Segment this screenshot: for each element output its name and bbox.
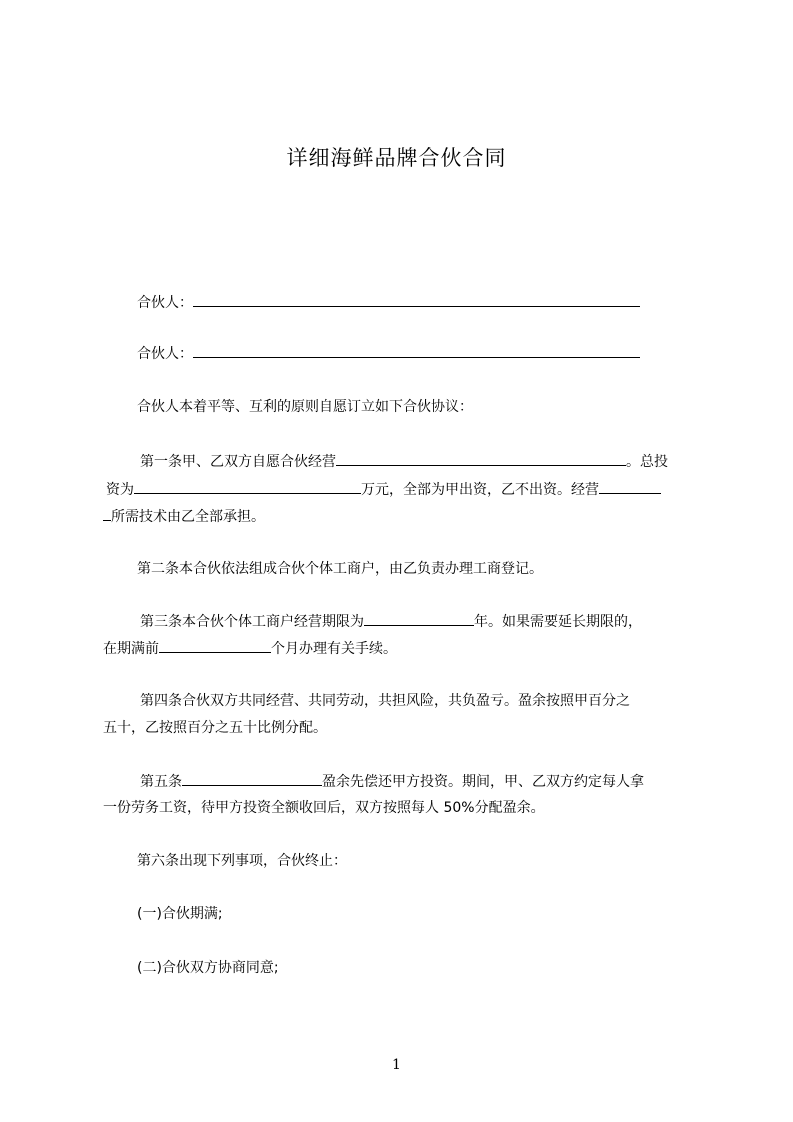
article-5-line-1 [140,772,644,791]
article-5-text-a: 第五条 [140,774,182,790]
article-3-line-1 [140,612,642,631]
article-3-line-2 [103,639,397,658]
article-5-blank [182,772,322,786]
document-title: 详细海鲜品牌合伙合同 [286,146,507,170]
article-3-text-a: 第三条本合伙个体工商户经营期限为 [140,614,364,630]
page-number: 1 [392,1057,401,1073]
article-5-text-b: 盈余先偿还甲方投资。期间，甲、乙双方约定每人拿 [322,774,644,790]
article-1-operation-blank-a [599,480,661,494]
article-1-text-e: 所需技术由乙全部承担。 [111,509,265,525]
partner-1-line [137,293,640,312]
article-1-line-1 [140,452,668,471]
article-3-text-b: 年。如果需要延长期限的， [474,614,642,630]
article-6: 第六条出现下列事项，合伙终止： [137,853,347,869]
article-4-line-1: 第四条合伙双方共同经营、共同劳动，共担风险，共负盈亏。盈余按照甲百分之 [140,693,630,709]
article-3-text-d: 个月办理有关手续。 [271,641,397,657]
intro-paragraph: 合伙人本着平等、互利的原则自愿订立如下合伙协议： [137,399,473,415]
article-1-text-b: 。总投 [626,454,668,470]
partner-1-blank [193,293,640,307]
article-1-operation-blank-b [103,507,111,521]
article-4-line-2: 五十，乙按照百分之五十比例分配。 [103,720,327,736]
article-1-line-2 [106,480,661,499]
article-1-text-c: 资为 [106,482,134,498]
article-3-months-blank [159,639,271,653]
article-5-line-2: 一份劳务工资，待甲方投资全额收回后，双方按照每人 50%分配盈余。 [103,800,545,816]
article-1-text-d: 万元，全部为甲出资，乙不出资。经营 [361,482,599,498]
partner-2-label: 合伙人： [137,346,193,362]
article-3-years-blank [364,612,474,626]
partner-2-blank [193,344,640,358]
article-6-item-1: (一)合伙期满; [137,906,223,922]
partner-2-line [137,344,640,363]
article-1-text-a: 第一条甲、乙双方自愿合伙经营 [140,454,336,470]
article-6-item-2: (二)合伙双方协商同意; [137,960,279,976]
article-3-text-c: 在期满前 [103,641,159,657]
partner-1-label: 合伙人： [137,295,193,311]
article-1-business-blank [336,452,626,466]
article-1-investment-blank [134,480,361,494]
article-2: 第二条本合伙依法组成合伙个体工商户，由乙负责办理工商登记。 [137,561,543,577]
article-1-line-3 [103,507,265,526]
